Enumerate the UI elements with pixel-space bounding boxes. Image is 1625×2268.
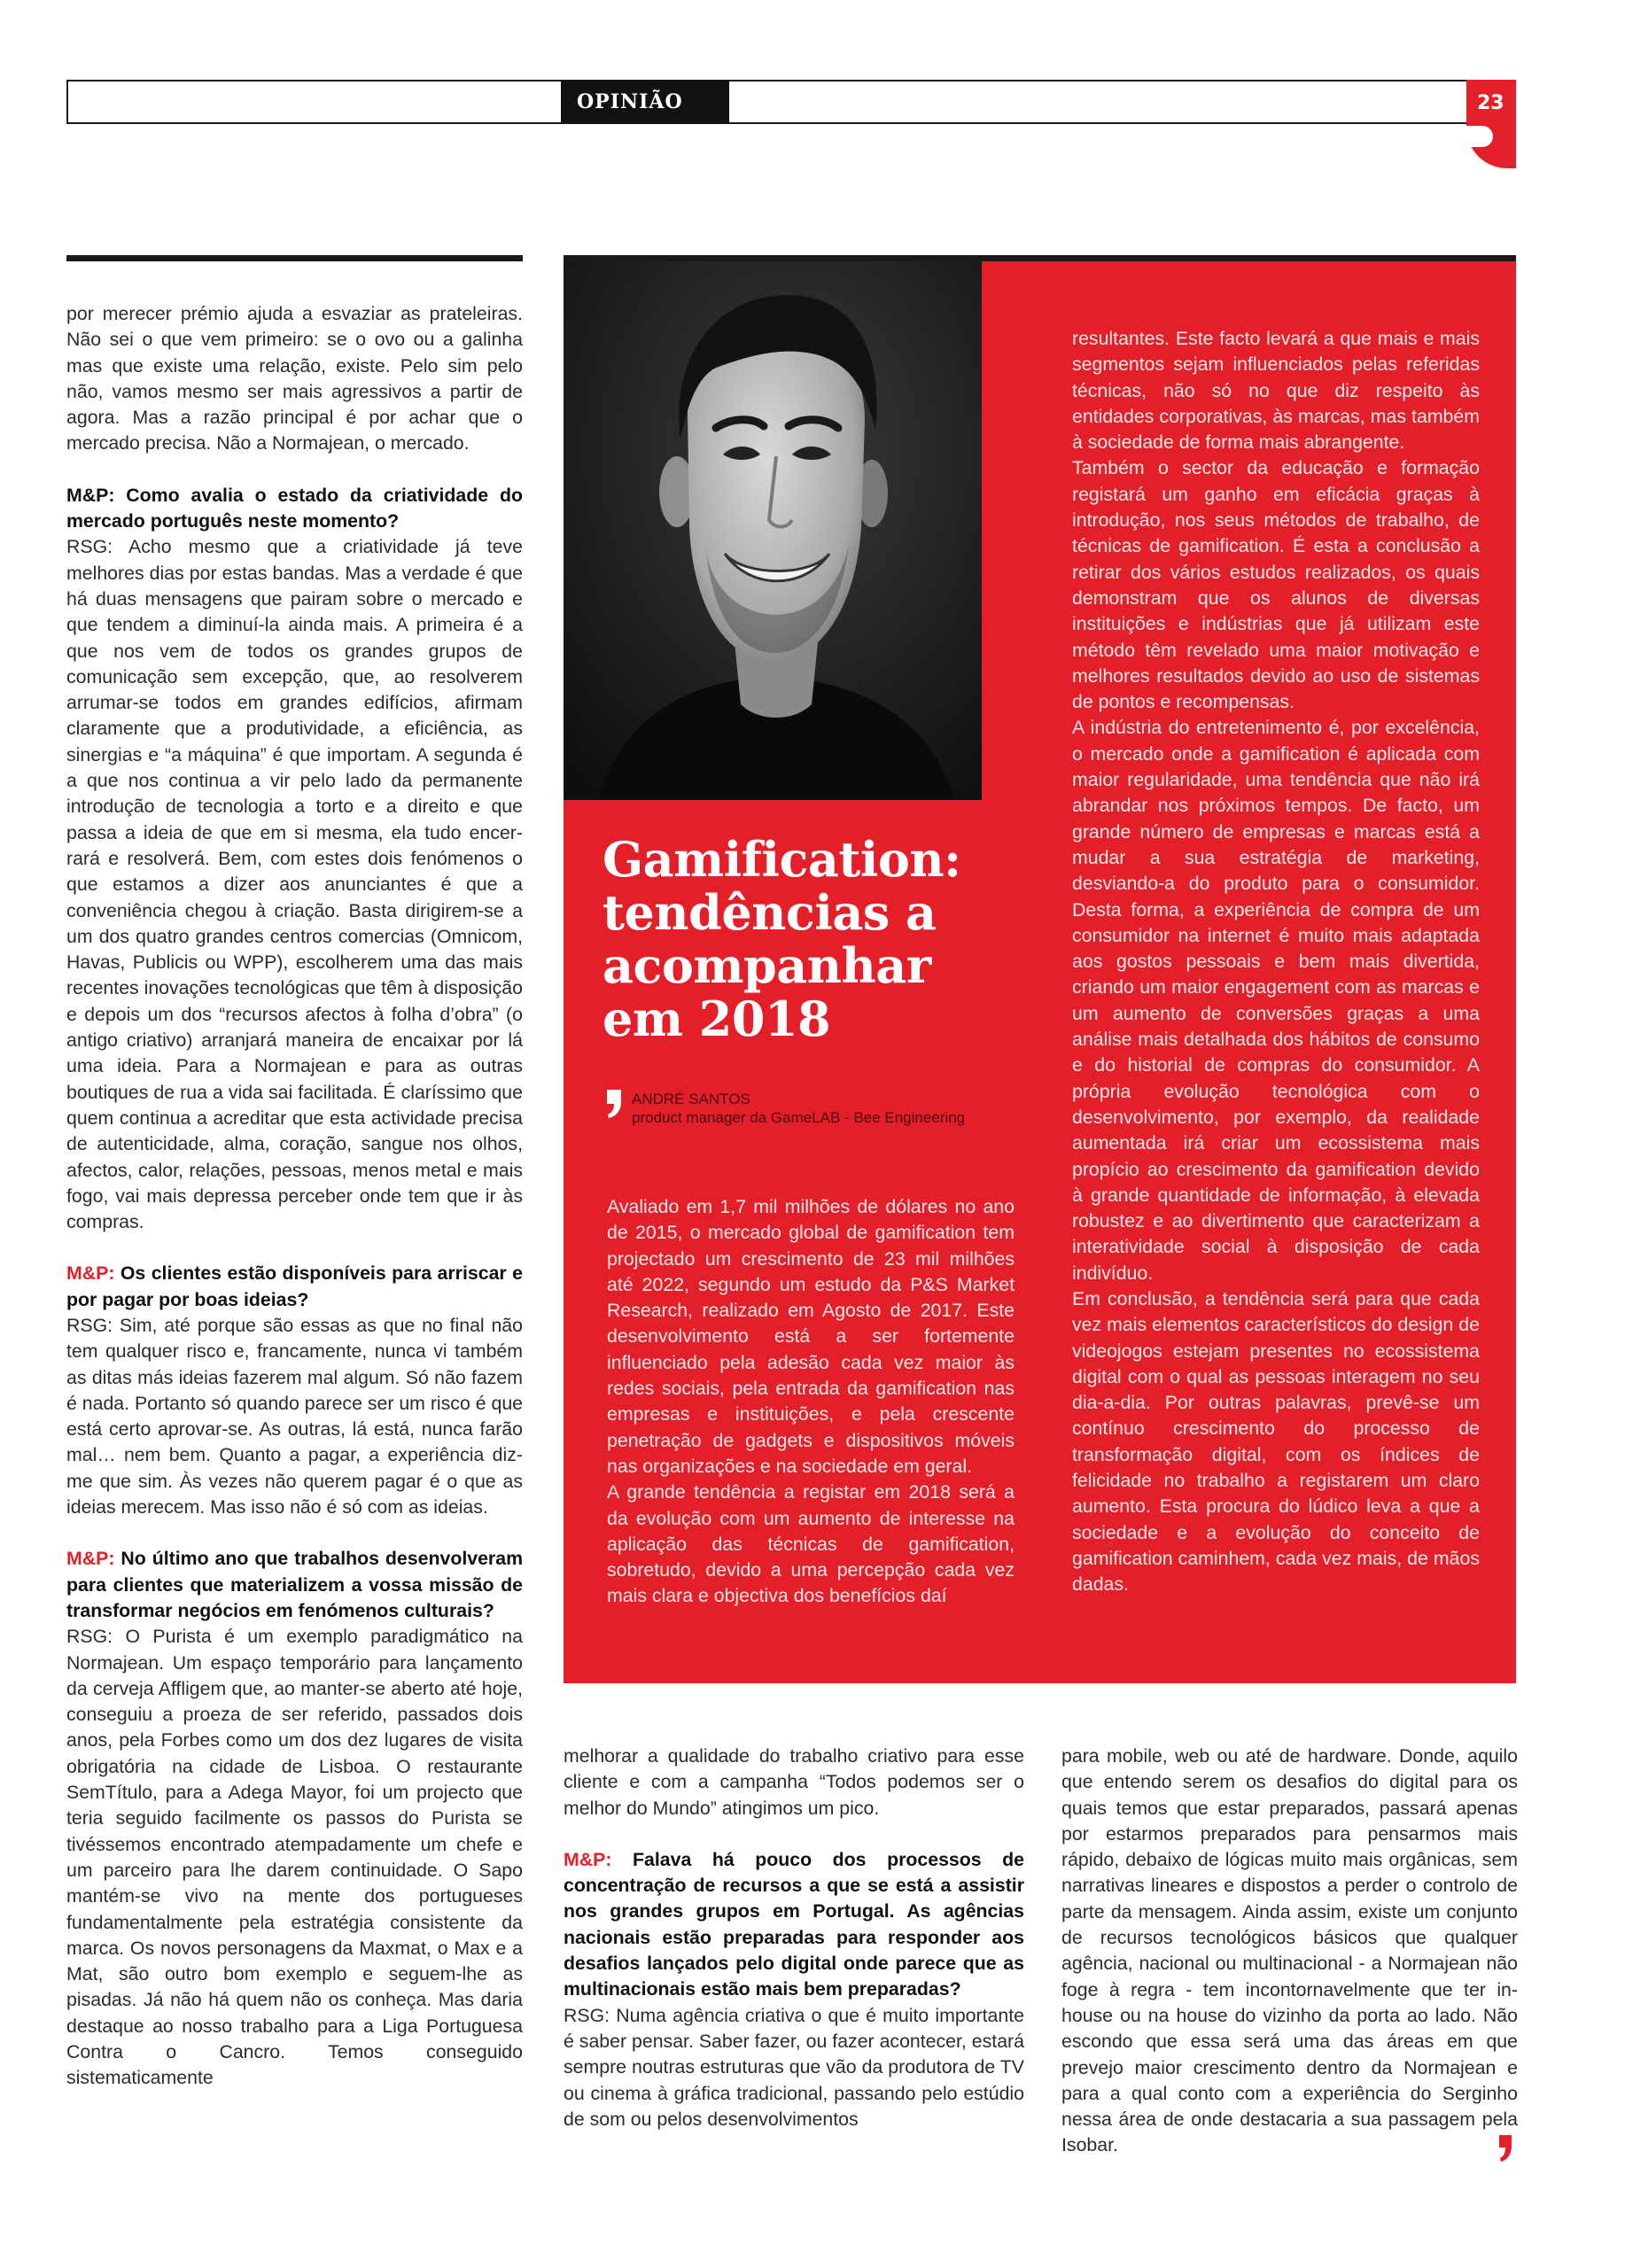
answer-1: RSG: Acho mesmo que a criatividade já teve melhores dias por estas bandas. Mas a verdade é que há duas mensagens que pairam sobre o mercado e que tendem a diminuí-la ainda mais. A primeira é a que nos vem de todos os grandes grupos de comunicação sem excepção, que, ao resolverem arrumar-se todos em grandes edifícios, afirmam claramente que a produtividade, a eficiência, as sinergias e “a máquina” é que importam. A segunda é a que nos continua a vir pelo lado da permanente introdução de tecnologia a torto e a direito e que passa a ideia de que em si mesma, ela tudo encer-rará e resolverá. Bem, com estes dois fenómenos o que estamos a dizer aos anunciantes é que a conveniência chegou à criação. Basta dirigirem-se a um dos quatro grandes centros comercias (Omnicom, Havas, Publicis ou WPP), escolherem uma das mais recentes inovações tecnológicas que têm à disposição e depois um dos “recursos afectos à folha d’obra” (o antigo criativo) arranjará maneira de encaixar por lá uma ideia. Para a Normajean e para as outras boutiques de rua a vida sai facilitada. É claríssimo que quem continua a acreditar que esta actividade precisa de autenticidade, alma, coração, sangue nos olhos, afectos, calor, relações, pessoas, menos metal e mais fogo, vai mais depressa perceber onde tem que ir às compras. bbox=[66, 536, 523, 1233]
question-3 bbox=[66, 1546, 523, 1624]
header-bar bbox=[66, 80, 1471, 124]
author-photo bbox=[564, 261, 982, 800]
answer-2: RSG: Sim, até porque são essas as que no final não tem qualquer risco e, francamente, nunca vi também as ditas más ideias fazerem mal algum. Só não fazem é nada. Portanto só quando parece ser um risco é que está certo aprovar-se. As outras, lá está, nunca farão mal… nem bem. Quanto a pagar, a experiência diz-me que sim. Às vezes não querem pagar é o que as ideias merecem. Mas isso não é só com as ideias. bbox=[66, 1314, 524, 1518]
headline-line: acompanhar bbox=[603, 937, 931, 994]
question-3-label: M&P: bbox=[66, 1548, 115, 1570]
author-role: product manager da GameLAB - Bee Engineering bbox=[632, 1109, 966, 1126]
author-name: ANDRÉ SANTOS bbox=[632, 1091, 750, 1107]
left-column-rule bbox=[66, 255, 523, 261]
question-2 bbox=[66, 1261, 523, 1313]
quote-comma-icon bbox=[605, 1088, 623, 1120]
feature-paragraph: Em conclusão, a tendência será para que cada vez mais elementos característicos do design de videojogos estejam presentes no ecossistema digital com o qual as pessoas interagem no seu dia-a-dia. Por outras palavras, prevê-se um contínuo crescimento do processo de transformação digital, com os índices de felicidade no trabalho a registarem um claro aumento. Esta procura do lúdico leva a que a sociedade e a evolução do conceito de gamification caminhem, cada vez mais, de mãos dadas. bbox=[1072, 1287, 1480, 1596]
answer-4: RSG: Numa agência criativa o que é muito importante é saber pensar. Saber fazer, ou fazer acontecer, estará sempre noutras estruturas que vão da produtora de TV ou cinema à gráfica tradicional, passando pelo estúdio de som ou pelos desenvolvimentos bbox=[564, 2004, 1024, 2130]
question-1 bbox=[66, 483, 523, 535]
headline-line: em 2018 bbox=[603, 990, 831, 1047]
portrait-illustration bbox=[564, 261, 982, 800]
middle-column bbox=[564, 1744, 1024, 2132]
right-column bbox=[1061, 1744, 1518, 2159]
continued-paragraph: melhorar a qualidade do trabalho criativo para esse cliente e com a campanha “Todos podemos ser o melhor do Mundo” atingimos um pico. bbox=[564, 1745, 1024, 1819]
feature-column-2 bbox=[1072, 326, 1480, 1598]
feature-paragraph: Avaliado em 1,7 mil milhões de dólares no ano de 2015, o mercado global de gamification tem projectado um crescimento de 23 mil milhões até 2022, segundo um estudo da P&S Market Research, realizado em Agosto de 2017. Este desenvolvimento está a ser fortemente influenciado pela adesão cada vez maior às redes sociais, pela entrada da gamification nas empresas e instituições, e pela crescente penetração de gadgets e dispositivos móveis nas organizações e na sociedade em geral. bbox=[607, 1196, 1015, 1477]
feature-top-rule bbox=[564, 255, 1516, 261]
question-4 bbox=[564, 1847, 1024, 2003]
intro-paragraph: por merecer prémio ajuda a esvaziar as prateleiras. Não sei o que vem primeiro: se o ovo ou a galinha mas que existe uma relação, existe. Pelo sim pelo não, vamos mesmo ser mais agressivos a partir de agora. Mas a razão principal é por achar que o mercado precisa. Não a Normajean, o mercado. bbox=[66, 303, 523, 454]
feature-paragraph: resultantes. Este facto levará a que mais e mais segmentos sejam influenciados pelas referidas técnicas, não só no que diz respeito às entidades corporativas, às marcas, mas também à sociedade de forma mais abrangente. bbox=[1072, 328, 1480, 454]
question-4-text: Falava há pouco dos processos de concentração de recursos a que se está a assistir nos grandes grupos em Portugal. As agências nacionais estão preparadas para responder aos desafios lançados pelo digital onde parece que as multinacionais estão mais bem preparadas? bbox=[564, 1848, 1025, 2000]
page-number: 23 bbox=[1477, 92, 1504, 114]
page-tab-notch bbox=[1466, 126, 1493, 147]
feature-paragraph: A grande tendência a registar em 2018 será a da evolução com um aumento de interesse na aplicação das técnicas de gamification, sobretudo, devido a uma percepção cada vez mais clara e objectiva dos benefícios daí bbox=[607, 1481, 1015, 1607]
question-2-label: M&P: bbox=[66, 1262, 115, 1285]
feature-headline bbox=[603, 833, 992, 1045]
left-column bbox=[66, 301, 523, 2092]
headline-line: Gamification: bbox=[603, 831, 961, 888]
question-3-text: No último ano que trabalhos desenvolveram para clientes que materializem a vossa missão de transformar negócios em fenómenos culturais? bbox=[66, 1548, 524, 1621]
question-4-label: M&P: bbox=[564, 1848, 612, 1870]
section-label: OPINIÃO bbox=[561, 80, 729, 124]
feature-column-1 bbox=[607, 1194, 1015, 1610]
answer-3: RSG: O Purista é um exemplo paradigmático na Normajean. Um espaço temporário para lançamento da cerveja Affligem que, ao manter-se aberto até hoje, conseguiu a proeza de ser referido, passados dois anos, pela Forbes como um dos dez lugares de visita obrigatória na cidade de Lisboa. O restaurante SemTítulo, para a Adega Mayor, foi um projecto que teria seguido facilmente os passos do Purista se tivéssemos encontrado atempadamente um chefe e um parceiro para lhe darem continuidade. O Sapo mantém-se vivo na mente dos portugueses fundamentalmente pela estratégia consistente da marca. Os novos personagens da Maxmat, o Max e a Mat, são outro bom exemplo e seguem-lhe as pisadas. Já não há quem não os conheça. Mas daria destaque ao nosso trabalho para a Liga Portuguesa Contra o Cancro. Temos conseguido sistematicamente bbox=[66, 1626, 523, 2089]
closing-paragraph: para mobile, web ou até de hardware. Donde, aquilo que entendo serem os desafios do digital para os quais temos que estar preparados, passará apenas por estarmos preparados para pensarmos mais rápido, debaixo de lógicas muito mais orgânicas, sem narrativas lineares e dispostos a perder o controlo de parte da mensagem. Ainda assim, existe um conjunto de recursos tecnológicos básicos que qualquer agência, nacional ou multinacional - a Normajean não foge à regra - tem incontornavelmente que ter in-house ou na house do vizinho da porta ao lado. Não escondo que essa será uma das áreas em que prevejo maior crescimento dentro da Normajean e para a qual conto com a experiência do Serginho nessa área de onde destacaria a sua passagem pela Isobar. bbox=[1061, 1745, 1518, 2156]
feature-paragraph: A indústria do entretenimento é, por excelência, o mercado onde a gamification é aplicada com maior regularidade, uma tendência que não irá abrandar nos próximos tempos. De facto, um grande número de empresas e marcas está a mudar a sua estratégia de marketing, desviando-a do produto para o consumidor. Desta forma, a experiência de compra de um consumidor na internet é muito mais adaptada aos gostos pessoais e bem mais divertida, criando um maior engagement com as marcas e um aumento de conversões graças a uma análise mais detalhada dos hábitos de consumo e do historial de compras do consumidor. A própria evolução tecnológica com o desenvolvimento, por exemplo, da realidade aumentada irá criar um ecossistema mais propício ao crescimento da gamification devido à grande quantidade de informação, à elevada robustez e ao divertimento que caracterizam a interatividade social à disposição de cada indivíduo. bbox=[1072, 717, 1480, 1284]
headline-line: tendências a bbox=[603, 884, 937, 941]
end-mark-icon bbox=[1497, 2133, 1513, 2163]
question-1-label: M&P: bbox=[66, 484, 115, 506]
feature-paragraph: Também o sector da educação e formação registará um ganho em eficácia graças à introdução, nos seus métodos de trabalho, de técnicas de gamification. É esta a conclusão a retirar dos vários estudos realizados, os quais demonstram que os alunos de diversas instituições e indústrias que já utilizam este método têm revelado uma maior motivação e melhores resultados devido ao uso de sistemas de pontos e recompensas. bbox=[1072, 457, 1480, 713]
question-1-text: Como avalia o estado da criatividade do mercado português neste momento? bbox=[66, 484, 523, 532]
byline bbox=[632, 1090, 965, 1127]
question-2-text: Os clientes estão disponíveis para arriscar e por pagar por boas ideias? bbox=[66, 1262, 523, 1310]
page-number-tab bbox=[1466, 80, 1516, 168]
